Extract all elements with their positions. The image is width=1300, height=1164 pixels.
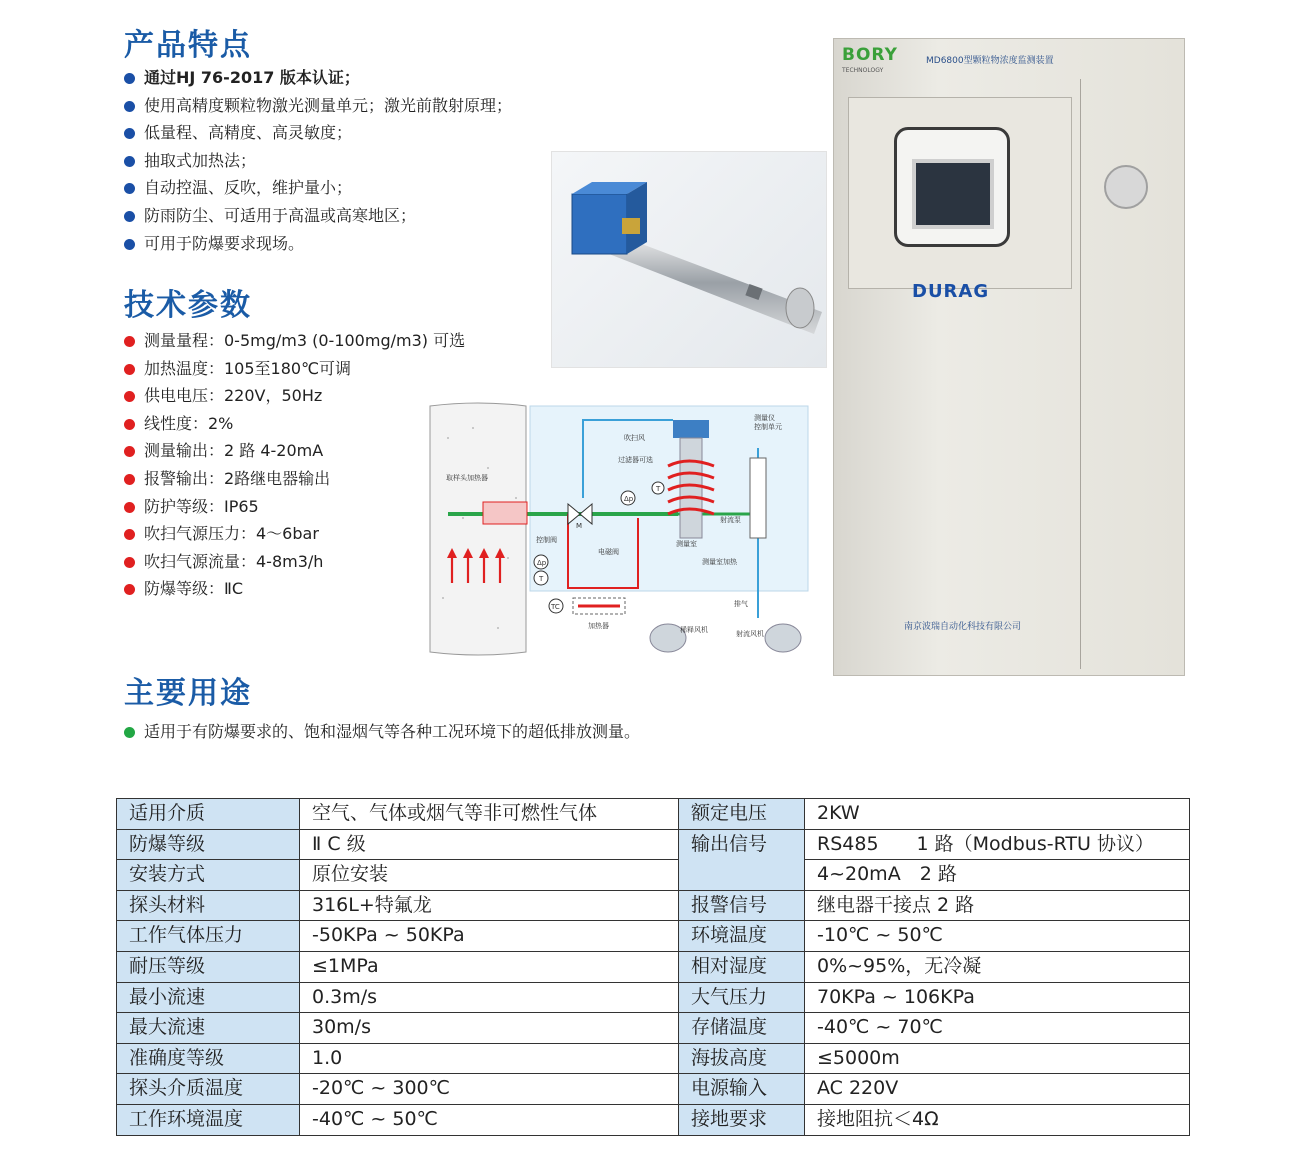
- diagram-label-solenoid: 电磁阀: [598, 548, 619, 556]
- table-value-cell: 继电器干接点 2 路: [805, 890, 1190, 921]
- usage-heading: 主要用途: [124, 676, 252, 711]
- param-item: [124, 327, 465, 355]
- param-item: [124, 355, 465, 383]
- diagram-label-unit2: 控制单元: [754, 423, 782, 431]
- table-value-cell: Ⅱ C 级: [300, 829, 679, 860]
- spec-table-body: [117, 799, 1190, 1136]
- bullet-dot-icon: [124, 446, 135, 457]
- stack-wall: [430, 403, 526, 655]
- table-value-cell: ≤1MPa: [300, 951, 679, 982]
- table-value-cell: -10℃ ~ 50℃: [805, 921, 1190, 952]
- table-value-cell: ≤5000m: [805, 1043, 1190, 1074]
- param-item: [124, 548, 465, 576]
- table-key-cell: 存储温度: [679, 1013, 805, 1044]
- table-value-cell: 空气、气体或烟气等非可燃性气体: [300, 799, 679, 830]
- table-row: [117, 1043, 1190, 1074]
- bullet-dot-icon: [124, 474, 135, 485]
- door-seam: [1080, 79, 1081, 669]
- table-row: [117, 890, 1190, 921]
- control-unit: [673, 420, 709, 438]
- bullet-dot-icon: [124, 502, 135, 513]
- param-item: [124, 520, 465, 548]
- probe-illustration: [552, 152, 826, 367]
- table-key-cell: 工作环境温度: [117, 1104, 300, 1135]
- param-text: 防爆等级：ⅡC: [144, 579, 244, 599]
- bullet-dot-icon: [124, 336, 135, 347]
- param-text: 吹扫气源流量：4-8m3/h: [144, 551, 324, 571]
- bullet-dot-icon: [124, 101, 135, 112]
- diagram-label-dp2: Δp: [537, 559, 547, 567]
- diagram-label-t: T: [656, 485, 661, 493]
- table-row: [117, 1074, 1190, 1105]
- table-value-cell: 316L+特氟龙: [300, 890, 679, 921]
- table-value-cell: 4~20mA 2 路: [805, 860, 1190, 891]
- process-diagram: [428, 398, 824, 658]
- param-item: [124, 465, 465, 493]
- param-item: [124, 410, 465, 438]
- diagram-label-chamber-heat: 测量室加热: [702, 558, 737, 566]
- feature-item: [124, 92, 512, 120]
- feature-text: 防雨防尘、可适用于高温或高寒地区；: [144, 205, 417, 225]
- bullet-dot-icon: [124, 183, 135, 194]
- probe-photo: [551, 151, 827, 368]
- table-key-cell: 最大流速: [117, 1013, 300, 1044]
- diagram-label-sampler: 取样头加热器: [446, 474, 488, 482]
- table-key-cell: 输出信号: [679, 829, 805, 890]
- table-row: [117, 1013, 1190, 1044]
- bullet-dot-icon: [124, 211, 135, 222]
- feature-item: [124, 230, 512, 258]
- bullet-dot-icon: [124, 419, 135, 430]
- table-row: [117, 1104, 1190, 1135]
- feature-item: [124, 202, 512, 230]
- param-text: 加热温度：105至180℃可调: [144, 358, 352, 378]
- bullet-dot-icon: [124, 156, 135, 167]
- cabinet-brand: BORY: [842, 45, 898, 65]
- param-item: [124, 437, 465, 465]
- diagram-label-chamber: 测量室: [676, 540, 697, 548]
- diagram-label-t2: T: [539, 575, 544, 583]
- table-row: [117, 829, 1190, 860]
- table-key-cell: 安装方式: [117, 860, 300, 891]
- feature-item: [124, 64, 512, 92]
- bullet-dot-icon: [124, 73, 135, 84]
- table-value-cell: 1.0: [300, 1043, 679, 1074]
- usage-list: [124, 718, 640, 746]
- diagram-label-flowmeter: 射流泵: [720, 516, 741, 524]
- params-heading: 技术参数: [124, 288, 252, 323]
- diagram-label-jet-fan: 射流风机: [736, 630, 764, 638]
- table-key-cell: 相对湿度: [679, 951, 805, 982]
- bullet-dot-icon: [124, 529, 135, 540]
- analyzer-cabinet: [833, 38, 1185, 676]
- table-value-cell: 原位安装: [300, 860, 679, 891]
- diagram-label-filter: 过滤器可选: [618, 456, 653, 464]
- bullet-dot-icon: [124, 128, 135, 139]
- table-value-cell: -40℃ ~ 50℃: [300, 1104, 679, 1135]
- diagram-label-dilution-fan: 稀释风机: [680, 626, 708, 634]
- table-value-cell: 70KPa ~ 106KPa: [805, 982, 1190, 1013]
- table-value-cell: -20℃ ~ 300℃: [300, 1074, 679, 1105]
- feature-text: 可用于防爆要求现场。: [144, 233, 305, 253]
- display-screen: [912, 159, 994, 229]
- feature-text: 通过HJ 76-2017 版本认证；: [144, 68, 360, 87]
- diagram-label-control-valve: 控制阀: [536, 536, 557, 544]
- table-value-cell: 接地阻抗＜4Ω: [805, 1104, 1190, 1135]
- feature-text: 自动控温、反吹，维护量小；: [144, 178, 353, 198]
- feature-text: 使用高精度颗粒物激光测量单元；激光前散射原理；: [144, 95, 513, 115]
- feature-item: [124, 174, 512, 202]
- usage-item: [124, 718, 640, 746]
- table-row: [117, 799, 1190, 830]
- table-key-cell: 耐压等级: [117, 951, 300, 982]
- param-item: [124, 575, 465, 603]
- diagram-label-dp: Δp: [624, 495, 634, 503]
- table-value-cell: RS485 1 路（Modbus-RTU 协议）: [805, 829, 1190, 860]
- sampling-heater: [483, 502, 527, 524]
- bullet-dot-icon: [124, 364, 135, 375]
- param-item: [124, 382, 465, 410]
- diagram-label-m: M: [576, 522, 583, 530]
- table-row: [117, 860, 1190, 891]
- spec-table: [116, 798, 1190, 1136]
- bullet-dot-icon: [124, 239, 135, 250]
- feature-text: 抽取式加热法；: [144, 150, 257, 170]
- bullet-dot-icon: [124, 391, 135, 402]
- param-text: 防护等级：IP65: [144, 496, 259, 516]
- table-key-cell: 报警信号: [679, 890, 805, 921]
- table-key-cell: 准确度等级: [117, 1043, 300, 1074]
- table-key-cell: 接地要求: [679, 1104, 805, 1135]
- param-item: [124, 493, 465, 521]
- params-list: [124, 327, 465, 603]
- param-text: 报警输出：2路继电器输出: [144, 468, 331, 488]
- feature-item: [124, 119, 512, 147]
- diagram-label-exhaust: 排气: [734, 600, 748, 608]
- cabinet-company-label: 南京波瑞自动化科技有限公司: [904, 622, 1022, 632]
- table-value-cell: 2KW: [805, 799, 1190, 830]
- table-key-cell: 大气压力: [679, 982, 805, 1013]
- table-key-cell: 探头介质温度: [117, 1074, 300, 1105]
- param-text: 测量量程：0-5mg/m3 (0-100mg/m3) 可选: [144, 331, 466, 350]
- flowmeter: [750, 458, 766, 538]
- diagram-label-unit1: 测量仪: [754, 414, 775, 422]
- table-row: [117, 921, 1190, 952]
- param-text: 线性度：2%: [144, 413, 234, 433]
- table-value-cell: 0%~95%，无冷凝: [805, 951, 1190, 982]
- table-key-cell: 额定电压: [679, 799, 805, 830]
- bullet-dot-icon: [124, 584, 135, 595]
- table-key-cell: 工作气体压力: [117, 921, 300, 952]
- cabinet-brand-sub: TECHNOLOGY: [842, 67, 884, 74]
- table-key-cell: 环境温度: [679, 921, 805, 952]
- feature-item: [124, 147, 512, 175]
- diagram-label-blow: 吹扫风: [624, 434, 645, 442]
- param-text: 吹扫气源压力：4～6bar: [144, 524, 319, 544]
- bullet-dot-icon: [124, 727, 135, 738]
- table-value-cell: AC 220V: [805, 1074, 1190, 1105]
- controller-dial: [1104, 165, 1148, 209]
- param-text: 供电电压：220V，50Hz: [144, 386, 323, 406]
- diagram-label-heater: 加热器: [588, 622, 609, 630]
- table-key-cell: 海拔高度: [679, 1043, 805, 1074]
- table-key-cell: 探头材料: [117, 890, 300, 921]
- usage-text: 适用于有防爆要求的、饱和湿烟气等各种工况环境下的超低排放测量。: [144, 722, 641, 741]
- table-key-cell: 最小流速: [117, 982, 300, 1013]
- features-list: [124, 64, 512, 257]
- bullet-dot-icon: [124, 557, 135, 568]
- jet-fan-icon: [765, 624, 801, 652]
- table-key-cell: 防爆等级: [117, 829, 300, 860]
- diagram-label-tc: TC: [551, 603, 560, 611]
- table-value-cell: 30m/s: [300, 1013, 679, 1044]
- table-key-cell: 电源输入: [679, 1074, 805, 1105]
- cabinet-maker-logo: DURAG: [912, 281, 990, 302]
- table-value-cell: 0.3m/s: [300, 982, 679, 1013]
- feature-text: 低量程、高精度、高灵敏度；: [144, 123, 353, 143]
- table-value-cell: -50KPa ~ 50KPa: [300, 921, 679, 952]
- cabinet-model-label: MD6800型颗粒物浓度监测装置: [926, 56, 1054, 66]
- table-row: [117, 982, 1190, 1013]
- table-key-cell: 适用介质: [117, 799, 300, 830]
- param-text: 测量输出：2 路 4-20mA: [144, 441, 324, 461]
- table-value-cell: -40℃ ~ 70℃: [805, 1013, 1190, 1044]
- table-row: [117, 951, 1190, 982]
- chamber-column: [680, 438, 702, 538]
- features-heading: 产品特点: [124, 28, 252, 63]
